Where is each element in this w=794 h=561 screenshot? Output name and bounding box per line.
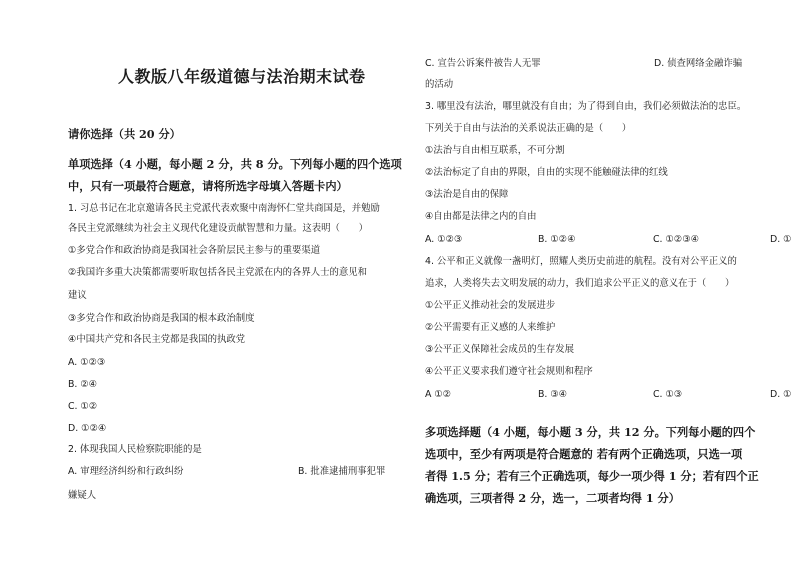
q1-stem-line2: 各民主党派继续为社会主义现代化建设贡献智慧和力量。这表明（ ）: [68, 223, 369, 234]
multi-choice-header-line3: 者得 1.5 分；若有三个正确选项，每少一项少得 1 分；若有四个正: [425, 469, 759, 483]
q1-statement-3: ③多党合作和政治协商是我国的根本政治制度: [68, 313, 255, 324]
q1-statement-1: ①多党合作和政治协商是我国社会各阶层民主参与的重要渠道: [68, 245, 321, 256]
q4-option-b[interactable]: B. ③④: [538, 389, 568, 400]
q4-stem-line1: 4. 公平和正义就像一盏明灯，照耀人类历史前进的航程。没有对公平正义的: [425, 256, 737, 267]
q2-option-d[interactable]: D. 侦查网络金融诈骗: [654, 58, 743, 69]
q1-statement-2-cont: 建议: [68, 290, 87, 301]
q4-option-d[interactable]: D. ①: [770, 389, 792, 400]
q1-option-c[interactable]: C. ①②: [68, 401, 98, 412]
multi-choice-header-line1: 多项选择题（4 小题，每小题 3 分，共 12 分。下列每小题的四个: [425, 425, 756, 439]
q2-option-b-cont: 嫌疑人: [68, 490, 97, 501]
q2-option-b[interactable]: B. 批准逮捕刑事犯罪: [298, 466, 386, 477]
q4-option-c[interactable]: C. ①③: [653, 389, 683, 400]
q4-statement-4: ④公平正义要求我们遵守社会规则和程序: [425, 366, 593, 377]
q4-statement-2: ②公平需要有正义感的人来维护: [425, 322, 556, 333]
q3-option-c[interactable]: C. ①②③④: [653, 234, 700, 245]
q1-stem-line1: 1. 习总书记在北京邀请各民主党派代表欢聚中南海怀仁堂共商国是，并勉励: [68, 203, 380, 214]
q3-statement-4: ④自由都是法律之内的自由: [425, 211, 537, 222]
q4-statement-1: ①公平正义推动社会的发展进步: [425, 300, 556, 311]
q3-stem-line1: 3. 哪里没有法治，哪里就没有自由；为了得到自由，我们必须做法治的忠臣。: [425, 101, 747, 112]
q1-statement-4: ④中国共产党和各民主党都是我国的执政党: [68, 334, 246, 345]
q3-stem-line2: 下列关于自由与法治的关系说法正确的是（ ）: [425, 123, 632, 134]
multi-choice-header-line4: 确选项，三项者得 2 分，选一，二项者均得 1 分）: [425, 491, 680, 505]
q3-option-a[interactable]: A. ①②③: [425, 234, 463, 245]
q2-stem: 2. 体现我国人民检察院职能的是: [68, 444, 202, 455]
q3-option-b[interactable]: B. ①②④: [538, 234, 576, 245]
single-choice-header-line1: 单项选择（4 小题，每小题 2 分，共 8 分。下列每小题的四个选项: [68, 157, 402, 171]
q3-statement-3: ③法治是自由的保障: [425, 189, 509, 200]
q2-option-c[interactable]: C. 宣告公诉案件被告人无罪: [425, 58, 541, 69]
single-choice-header-line2: 中，只有一项最符合题意，请将所选字母填入答题卡内）: [68, 179, 348, 193]
q4-stem-line2: 追求，人类将失去文明发展的动力，我们追求公平正义的意义在于（ ）: [425, 278, 735, 289]
multi-choice-header-line2: 选项中，至少有两项是符合题意的 若有两个正确选项，只选一项: [425, 447, 743, 461]
q3-option-d[interactable]: D. ①: [770, 234, 792, 245]
q1-statement-2: ②我国许多重大决策都需要听取包括各民主党派在内的各界人士的意见和: [68, 267, 368, 278]
q2-option-a[interactable]: A. 审理经济纠纷和行政纠纷: [68, 466, 184, 477]
q1-option-b[interactable]: B. ②④: [68, 379, 98, 390]
q1-option-d[interactable]: D. ①②④: [68, 423, 107, 434]
q3-statement-2: ②法治标定了自由的界限，自由的实现不能触碰法律的红线: [425, 167, 668, 178]
q4-statement-3: ③公平正义保障社会成员的生存发展: [425, 344, 575, 355]
exam-title: 人教版八年级道德与法治期末试卷: [118, 67, 366, 86]
q1-option-a[interactable]: A. ①②③: [68, 357, 106, 368]
q2-option-d-cont: 的活动: [425, 79, 454, 90]
q3-statement-1: ①法治与自由相互联系，不可分割: [425, 145, 565, 156]
q4-option-a[interactable]: A ①②: [425, 389, 452, 400]
section-heading: 请你选择（共 20 分）: [68, 127, 181, 141]
